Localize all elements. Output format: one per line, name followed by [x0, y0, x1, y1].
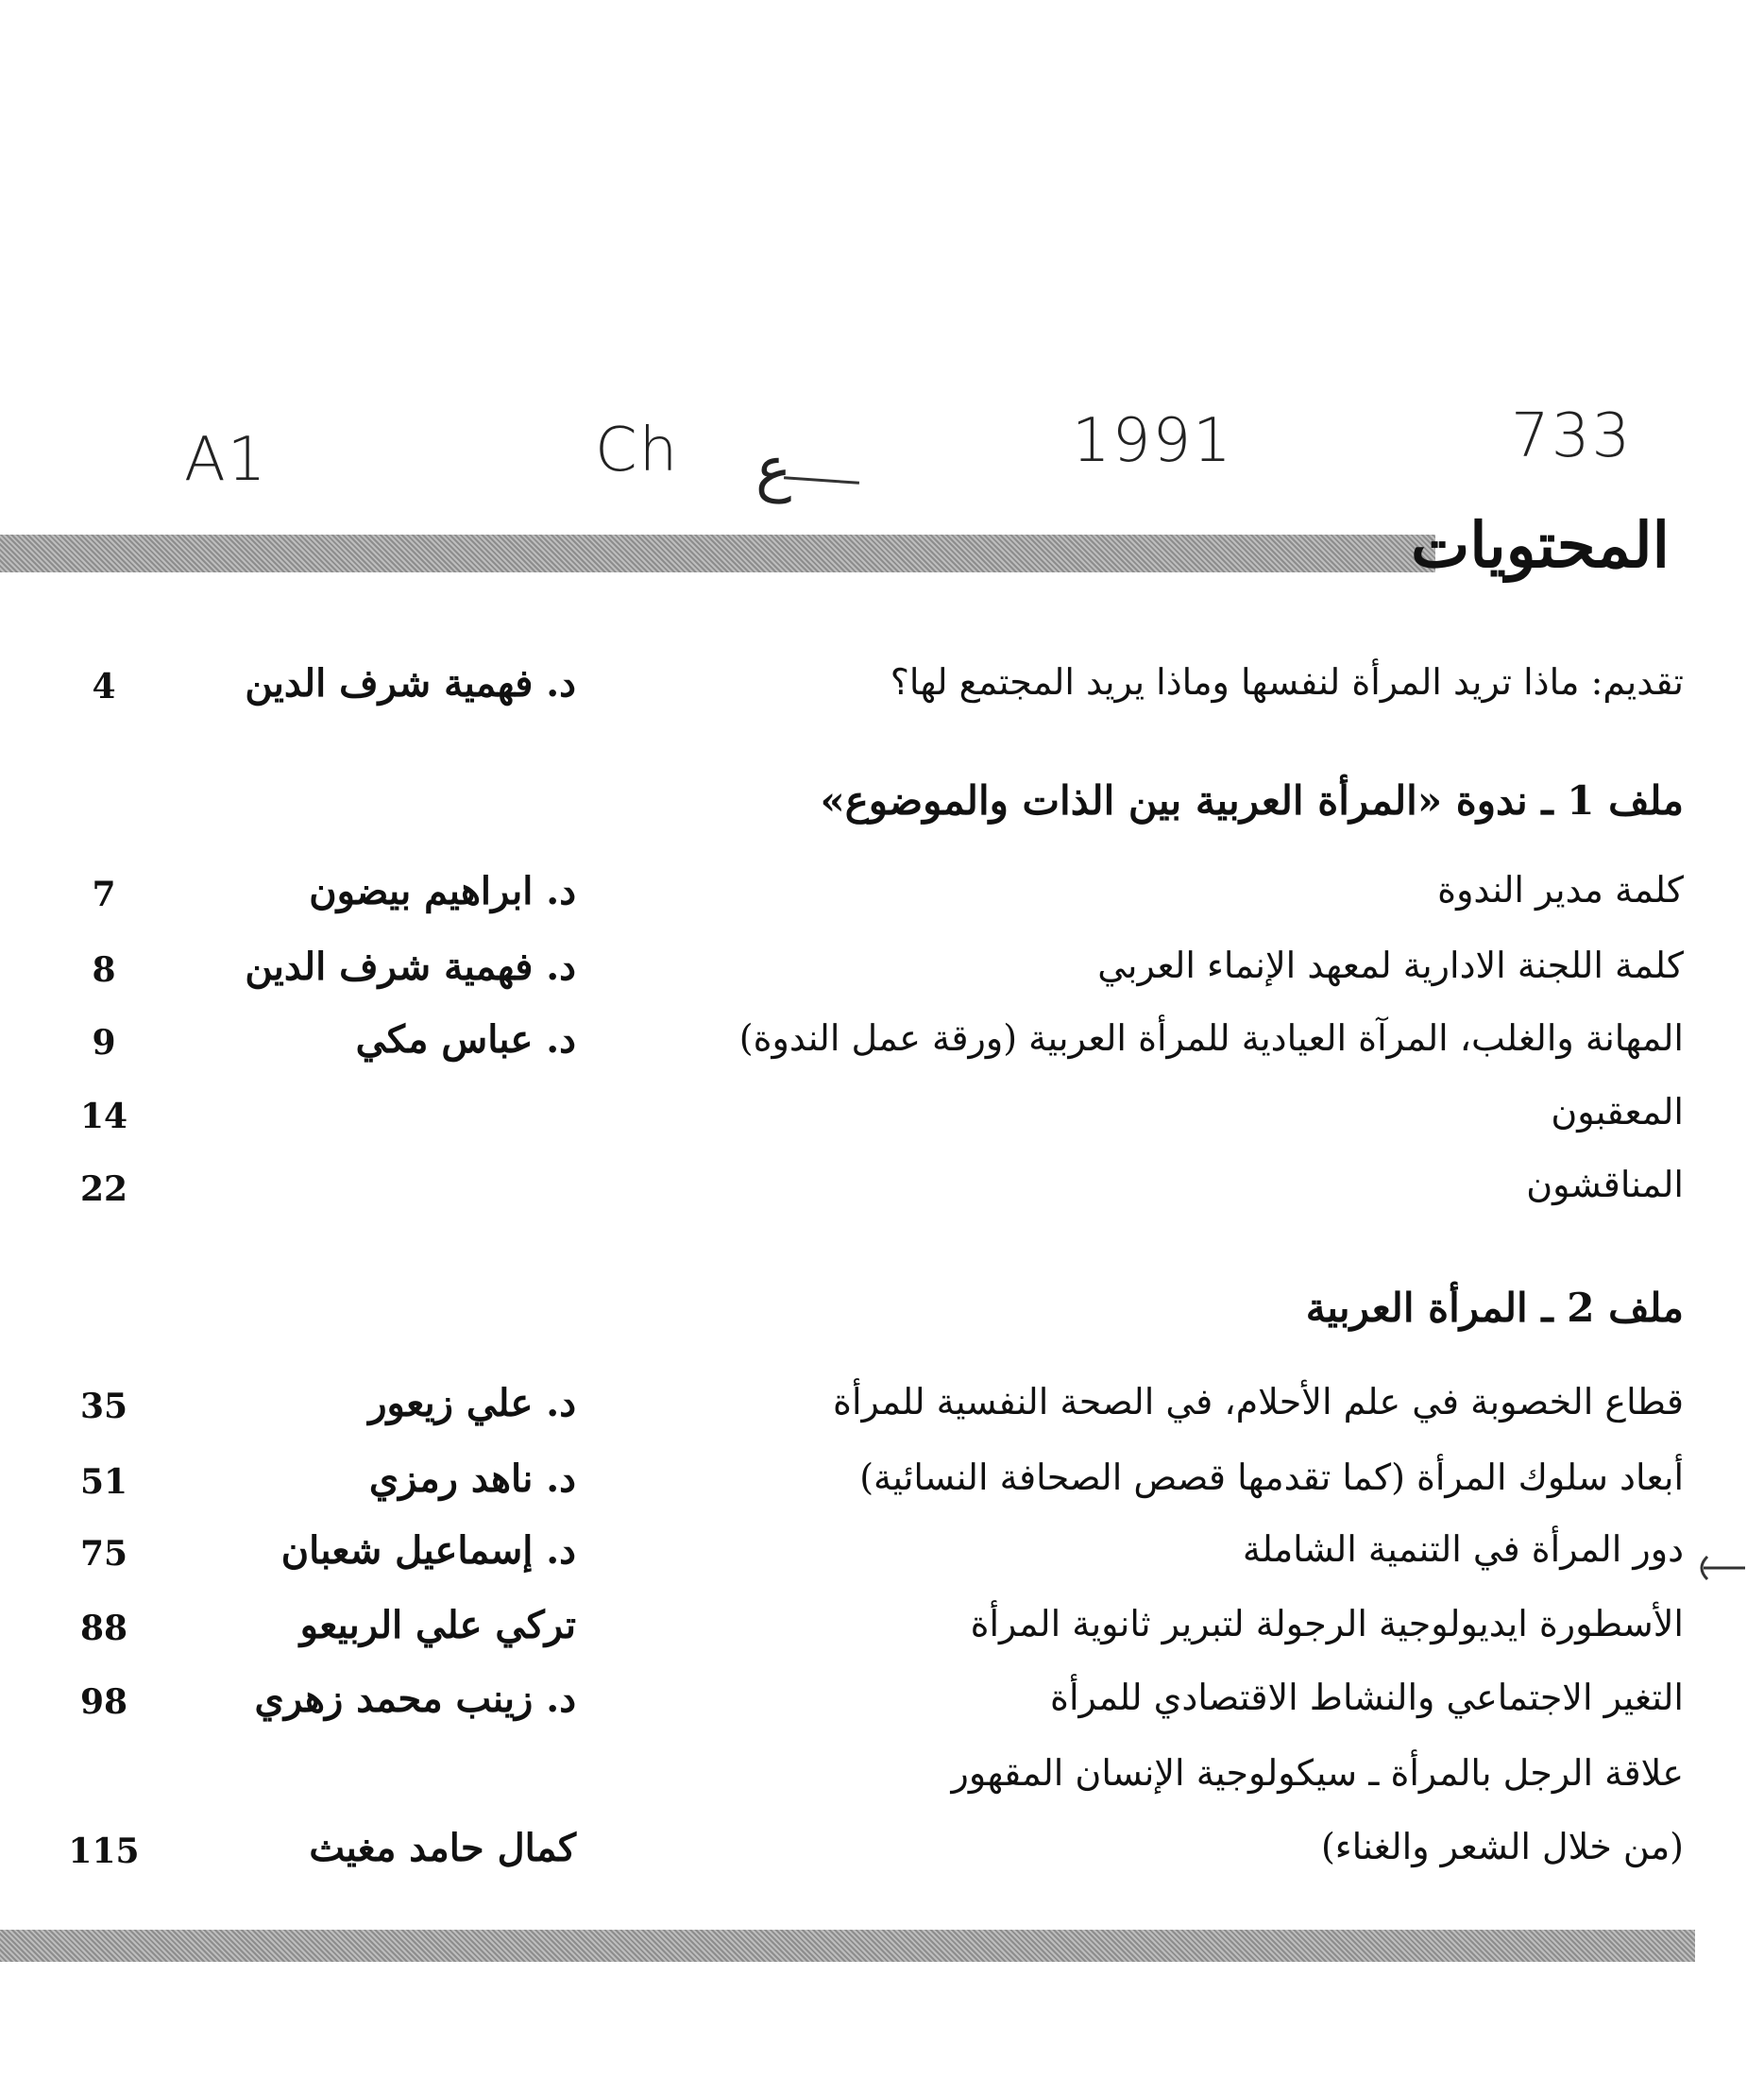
toc-entry-author: د. ابراهيم بيضون — [309, 869, 576, 913]
section-title[interactable]: ملف 2 ـ المرأة العربية — [1305, 1285, 1684, 1331]
toc-row — [0, 1017, 1764, 1083]
toc-entry-author: د. زينب محمد زهري — [254, 1677, 576, 1721]
toc-row — [0, 945, 1764, 1011]
handwritten-note-2: Ch — [595, 416, 680, 485]
toc-entry-author: د. ناهد رمزي — [368, 1456, 576, 1501]
toc-row — [0, 1091, 1764, 1157]
toc-row — [0, 1826, 1764, 1892]
toc-entry-page: 88 — [79, 1609, 128, 1648]
toc-entry-page: 4 — [92, 667, 116, 707]
toc-entry-author: كمال حامد مغيث — [309, 1826, 576, 1870]
toc-entry-author: د. إسماعيل شعبان — [280, 1528, 576, 1573]
toc-entry-title[interactable]: الأسطورة ايديولوجية الرجولة لتبرير ثانوية المرأة — [970, 1603, 1684, 1644]
toc-entry-title[interactable]: كلمة اللجنة الادارية لمعهد الإنماء العربي — [1097, 945, 1684, 986]
toc-entry-title[interactable]: أبعاد سلوك المرأة (كما تقدمها قصص الصحافة النسائية) — [859, 1456, 1684, 1498]
toc-entry-author: د. عباس مكي — [355, 1017, 576, 1062]
toc-row — [0, 869, 1764, 935]
toc-row — [0, 1528, 1764, 1594]
toc-entry-author: د. فهمية شرف الدين — [245, 661, 576, 706]
toc-entry-title[interactable]: التغير الاجتماعي والنشاط الاقتصادي للمرأة — [1050, 1677, 1684, 1718]
toc-entry-title[interactable]: تقديم: ماذا تريد المرأة لنفسها وماذا يريد المجتمع لها؟ — [890, 661, 1684, 703]
toc-row — [0, 1677, 1764, 1743]
toc-entry-page: 35 — [79, 1387, 128, 1426]
handwritten-note-1: A1 — [184, 425, 268, 495]
handwritten-note-3: ع — [755, 434, 792, 504]
toc-row — [0, 1603, 1764, 1669]
toc-row — [0, 1381, 1764, 1447]
toc-entry-title[interactable]: دور المرأة في التنمية الشاملة — [1242, 1528, 1684, 1570]
toc-entry-title[interactable]: (من خلال الشعر والغناء) — [1320, 1826, 1684, 1867]
toc-entry-page: 115 — [68, 1831, 140, 1871]
toc-entry-page: 22 — [79, 1169, 128, 1209]
handwritten-note-5: 733 — [1511, 401, 1633, 471]
toc-row — [0, 661, 1764, 727]
toc-entry-page: 14 — [79, 1097, 128, 1136]
handwritten-arrow-icon — [1690, 1549, 1747, 1587]
toc-entry-title[interactable]: المناقشون — [1526, 1164, 1684, 1205]
toc-entry-page: 9 — [92, 1023, 116, 1063]
toc-entry-page: 7 — [92, 875, 116, 914]
toc-entry-page: 75 — [79, 1534, 128, 1574]
toc-row — [0, 1752, 1764, 1818]
toc-row — [0, 1164, 1764, 1230]
toc-entry-page: 51 — [79, 1462, 128, 1502]
toc-entry-title[interactable]: كلمة مدير الندوة — [1437, 869, 1684, 911]
toc-row — [0, 1456, 1764, 1523]
toc-section-heading — [0, 1285, 1764, 1351]
toc-entry-author: تركي علي الربيعو — [299, 1603, 576, 1647]
toc-entry-title[interactable]: المعقبون — [1551, 1091, 1684, 1133]
handwritten-dash — [784, 476, 859, 485]
toc-entry-title[interactable]: المهانة والغلب، المرآة العيادية للمرأة العربية (ورقة عمل الندوة) — [738, 1017, 1684, 1059]
page-title: المحتويات — [1411, 508, 1670, 582]
toc-section-heading — [0, 777, 1764, 843]
toc-entry-title[interactable]: علاقة الرجل بالمرأة ـ سيكولوجية الإنسان المقهور — [951, 1752, 1684, 1794]
section-title[interactable]: ملف 1 ـ ندوة «المرأة العربية بين الذات والموضوع» — [820, 777, 1684, 824]
handwritten-note-4: 1991 — [1072, 406, 1233, 476]
title-rule — [0, 535, 1435, 572]
toc-entry-author: د. فهمية شرف الدين — [245, 945, 576, 989]
toc-entry-page: 98 — [79, 1682, 128, 1722]
toc-entry-title[interactable]: قطاع الخصوبة في علم الأحلام، في الصحة النفسية للمرأة — [833, 1381, 1684, 1422]
bottom-rule — [0, 1930, 1695, 1962]
toc-entry-page: 8 — [92, 950, 116, 990]
toc-entry-author: د. علي زيعور — [368, 1381, 576, 1425]
